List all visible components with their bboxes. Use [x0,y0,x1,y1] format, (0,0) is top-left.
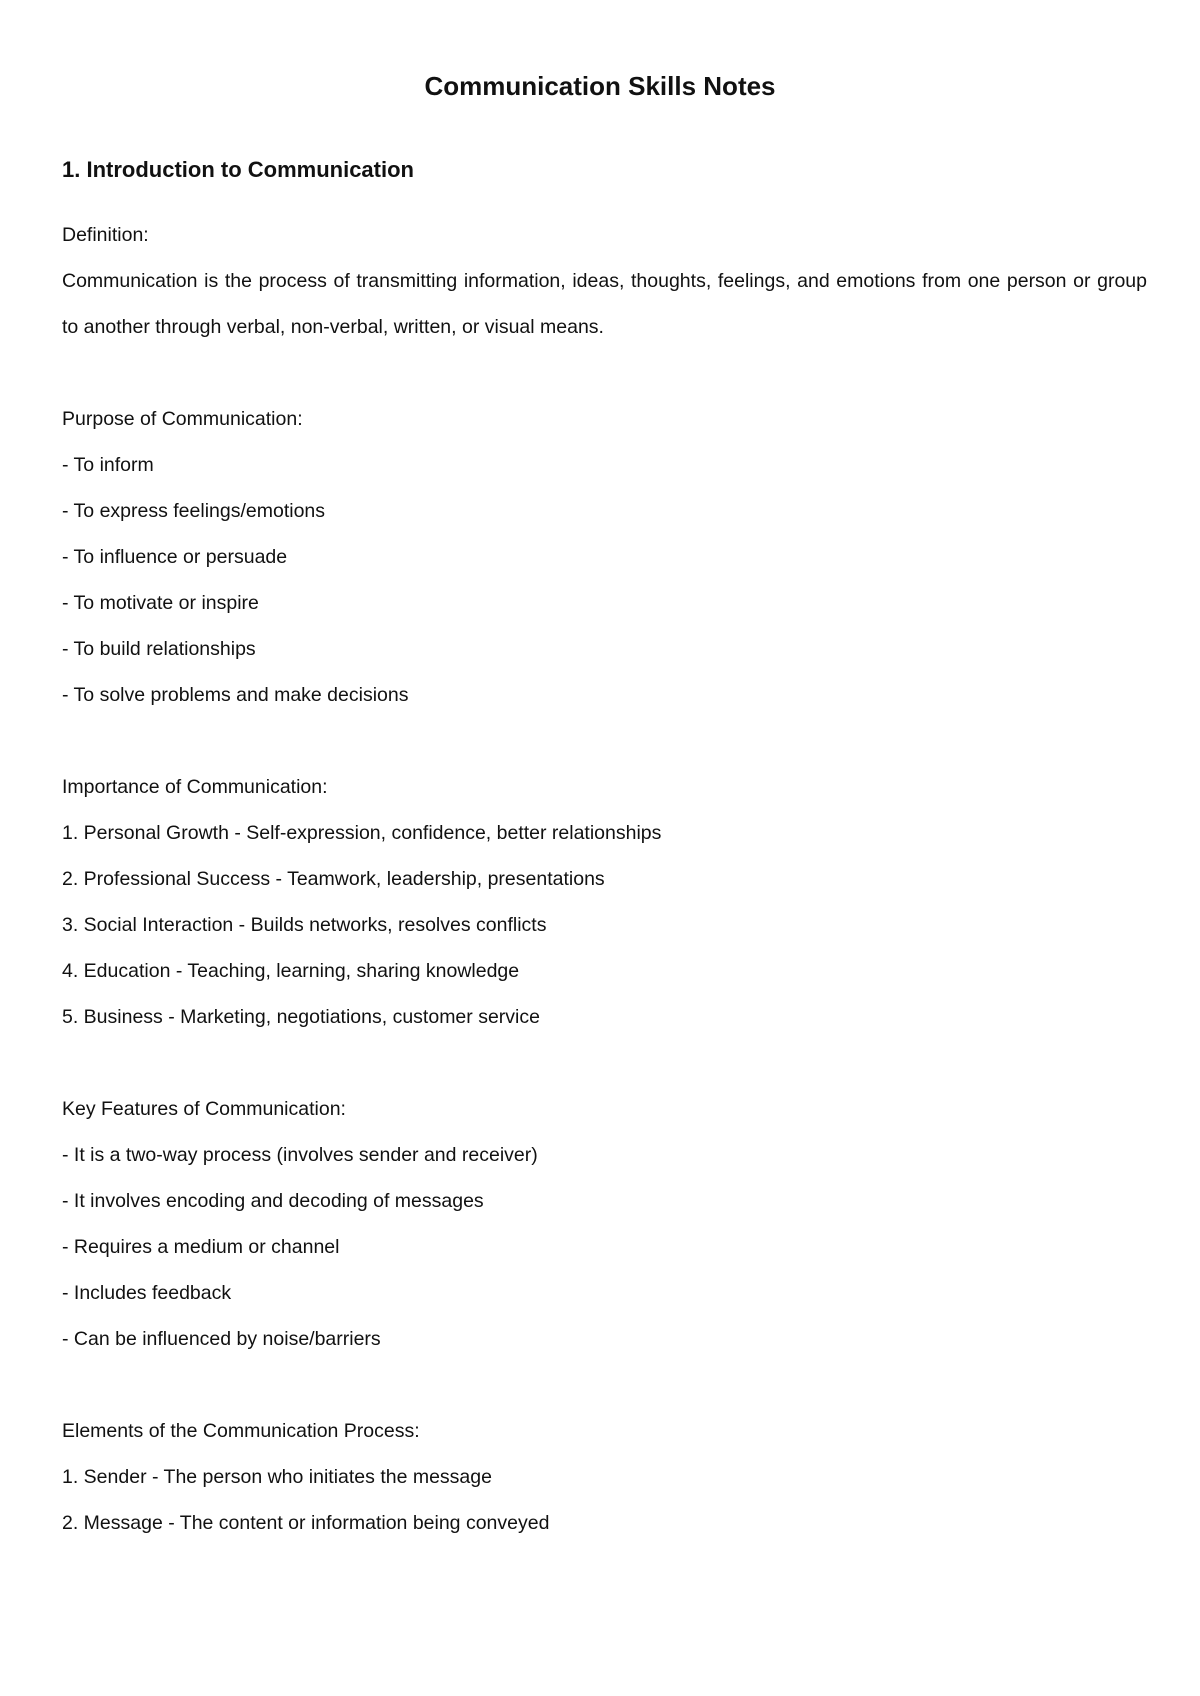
list-item: 2. Professional Success - Teamwork, leadership, presentations [62,868,605,890]
list-item: 1. Sender - The person who initiates the message [62,1466,492,1488]
list-item: 2. Message - The content or information being conveyed [62,1512,550,1534]
definition-label: Definition: [62,224,149,246]
list-item: - To solve problems and make decisions [62,684,409,706]
spacer [62,1040,1147,1086]
purpose-label: Purpose of Communication: [62,408,303,430]
list-item: - To build relationships [62,638,256,660]
definition-text: Communication is the process of transmitting information, ideas, thoughts, feelings, and emotions from one person or group to another through verbal, non-verbal, written, or visual means. [62,270,1147,338]
elements-list [62,1454,1147,1546]
importance-label: Importance of Communication: [62,776,328,798]
section-heading: 1. Introduction to Communication [62,157,414,182]
section-content [62,212,1147,1546]
list-item: - It is a two-way process (involves sender and receiver) [62,1144,538,1166]
list-item: - To inform [62,454,154,476]
list-item: - To express feelings/emotions [62,500,326,522]
list-item: 4. Education - Teaching, learning, sharing knowledge [62,960,520,982]
spacer [62,350,1147,396]
list-item: - Can be influenced by noise/barriers [62,1328,381,1350]
list-item: - It involves encoding and decoding of messages [62,1190,484,1212]
spacer [62,1362,1147,1408]
list-item: 1. Personal Growth - Self-expression, confidence, better relationships [62,822,662,844]
purpose-list [62,442,1147,718]
list-item: - Includes feedback [62,1282,232,1304]
page-title: Communication Skills Notes [424,71,776,101]
list-item: - To motivate or inspire [62,592,259,614]
list-item: 5. Business - Marketing, negotiations, customer service [62,1006,540,1028]
features-list [62,1132,1147,1362]
importance-list [62,810,1147,1040]
features-label: Key Features of Communication: [62,1098,346,1120]
list-item: 3. Social Interaction - Builds networks, resolves conflicts [62,914,547,936]
spacer [62,718,1147,764]
list-item: - Requires a medium or channel [62,1236,340,1258]
list-item: - To influence or persuade [62,546,288,568]
elements-label: Elements of the Communication Process: [62,1420,420,1442]
